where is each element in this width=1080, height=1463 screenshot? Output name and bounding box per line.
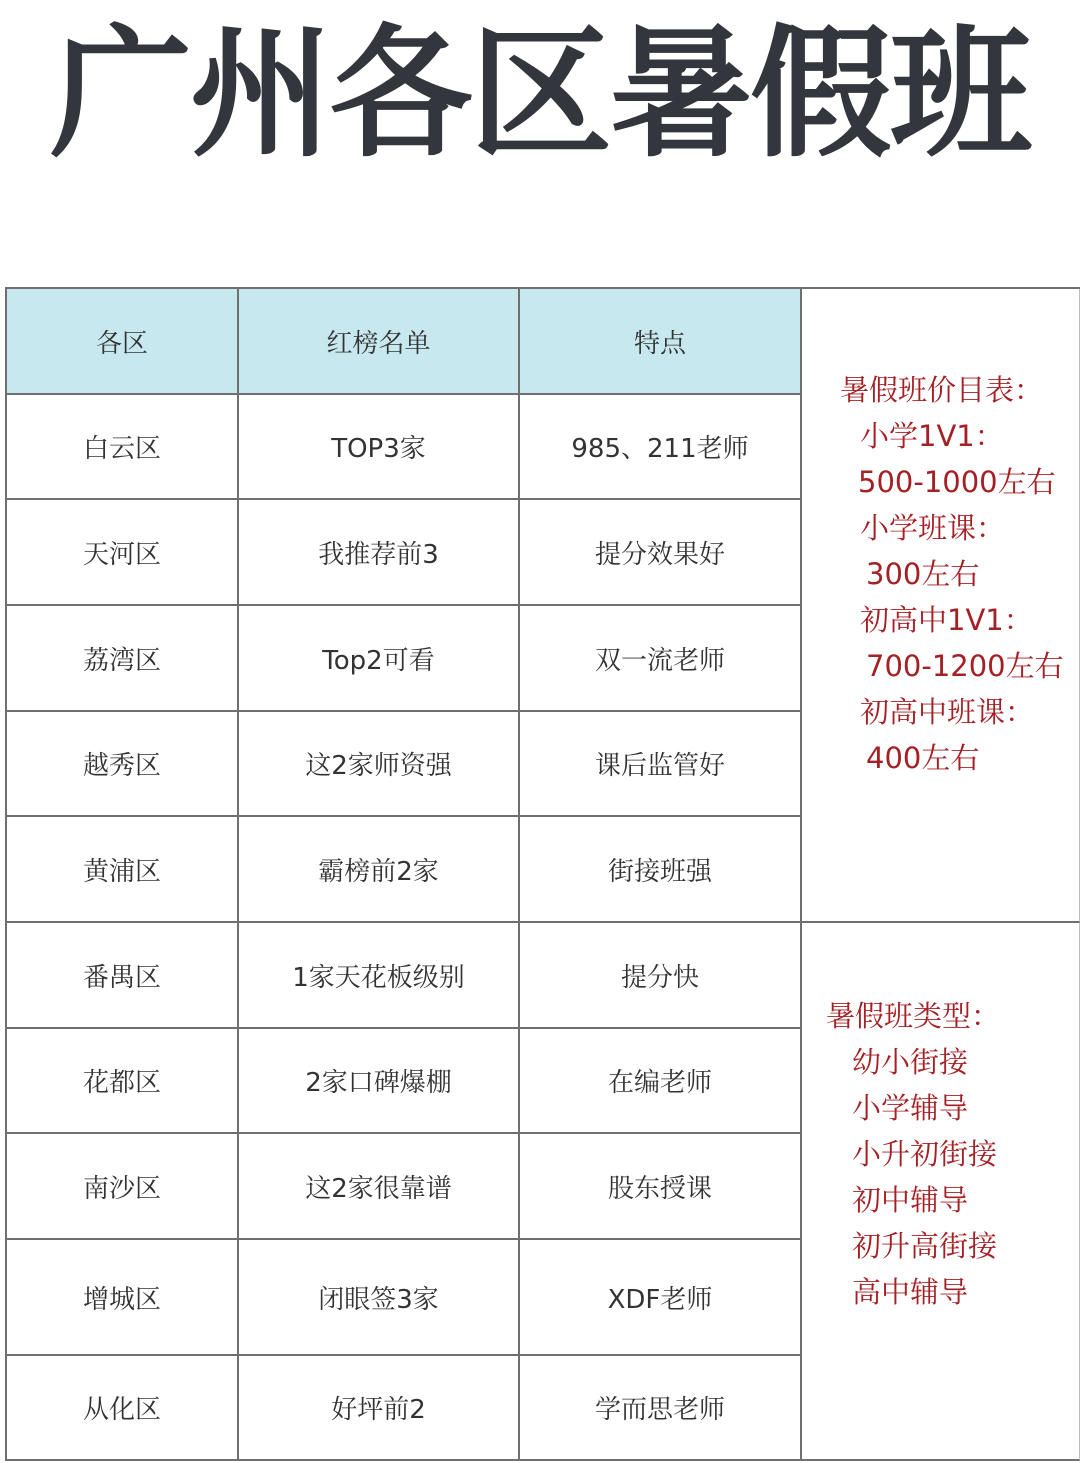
price-list-panel	[802, 289, 1080, 923]
row-district: 从化区	[7, 1356, 239, 1461]
row-recommend: TOP3家	[239, 395, 520, 500]
row-recommend: 这2家很靠谱	[239, 1134, 520, 1240]
price-line: 初高中班课：	[860, 695, 1035, 729]
row-district: 越秀区	[7, 712, 239, 817]
row-recommend: Top2可看	[239, 606, 520, 712]
row-feature: 股东授课	[520, 1134, 802, 1240]
price-line: 初高中1V1：	[860, 603, 1033, 637]
header-district: 各区	[7, 289, 239, 395]
row-recommend: 我推荐前3	[239, 500, 520, 606]
row-district: 增城区	[7, 1240, 239, 1356]
district-table	[5, 287, 1080, 1461]
row-district: 花都区	[7, 1029, 239, 1134]
row-district: 荔湾区	[7, 606, 239, 712]
price-line: 700-1200左右	[866, 649, 1064, 683]
row-feature: 提分效果好	[520, 500, 802, 606]
row-district: 白云区	[7, 395, 239, 500]
price-line: 400左右	[866, 741, 980, 775]
class-type-item: 小升初街接	[852, 1137, 998, 1171]
class-types-heading: 暑假班类型：	[826, 999, 1001, 1033]
row-feature: 学而思老师	[520, 1356, 802, 1461]
row-recommend: 这2家师资强	[239, 712, 520, 817]
class-types-panel	[802, 923, 1080, 1461]
row-feature: 985、211老师	[520, 395, 802, 500]
row-feature: XDF老师	[520, 1240, 802, 1356]
price-list-heading: 暑假班价目表：	[840, 373, 1044, 407]
row-feature: 双一流老师	[520, 606, 802, 712]
row-recommend: 闭眼签3家	[239, 1240, 520, 1356]
row-feature: 在编老师	[520, 1029, 802, 1134]
row-recommend: 1家天花板级别	[239, 923, 520, 1029]
class-type-item: 小学辅导	[852, 1091, 969, 1125]
class-type-item: 幼小街接	[852, 1045, 969, 1079]
row-district: 南沙区	[7, 1134, 239, 1240]
row-feature: 提分快	[520, 923, 802, 1029]
class-type-item: 初升高街接	[852, 1229, 998, 1263]
row-district: 番禺区	[7, 923, 239, 1029]
row-district: 黄浦区	[7, 817, 239, 923]
class-type-item: 初中辅导	[852, 1183, 969, 1217]
class-type-item: 高中辅导	[852, 1275, 969, 1309]
row-district: 天河区	[7, 500, 239, 606]
page-title: 广州各区暑假班	[50, 12, 1030, 177]
row-feature: 课后监管好	[520, 712, 802, 817]
price-line: 500-1000左右	[858, 465, 1056, 499]
row-feature: 街接班强	[520, 817, 802, 923]
header-recommend-list: 红榜名单	[239, 289, 520, 395]
row-recommend: 好坪前2	[239, 1356, 520, 1461]
price-line: 小学班课：	[860, 511, 1006, 545]
price-line: 小学1V1：	[860, 419, 1004, 453]
row-recommend: 霸榜前2家	[239, 817, 520, 923]
header-features: 特点	[520, 289, 802, 395]
price-line: 300左右	[866, 557, 980, 591]
row-recommend: 2家口碑爆棚	[239, 1029, 520, 1134]
